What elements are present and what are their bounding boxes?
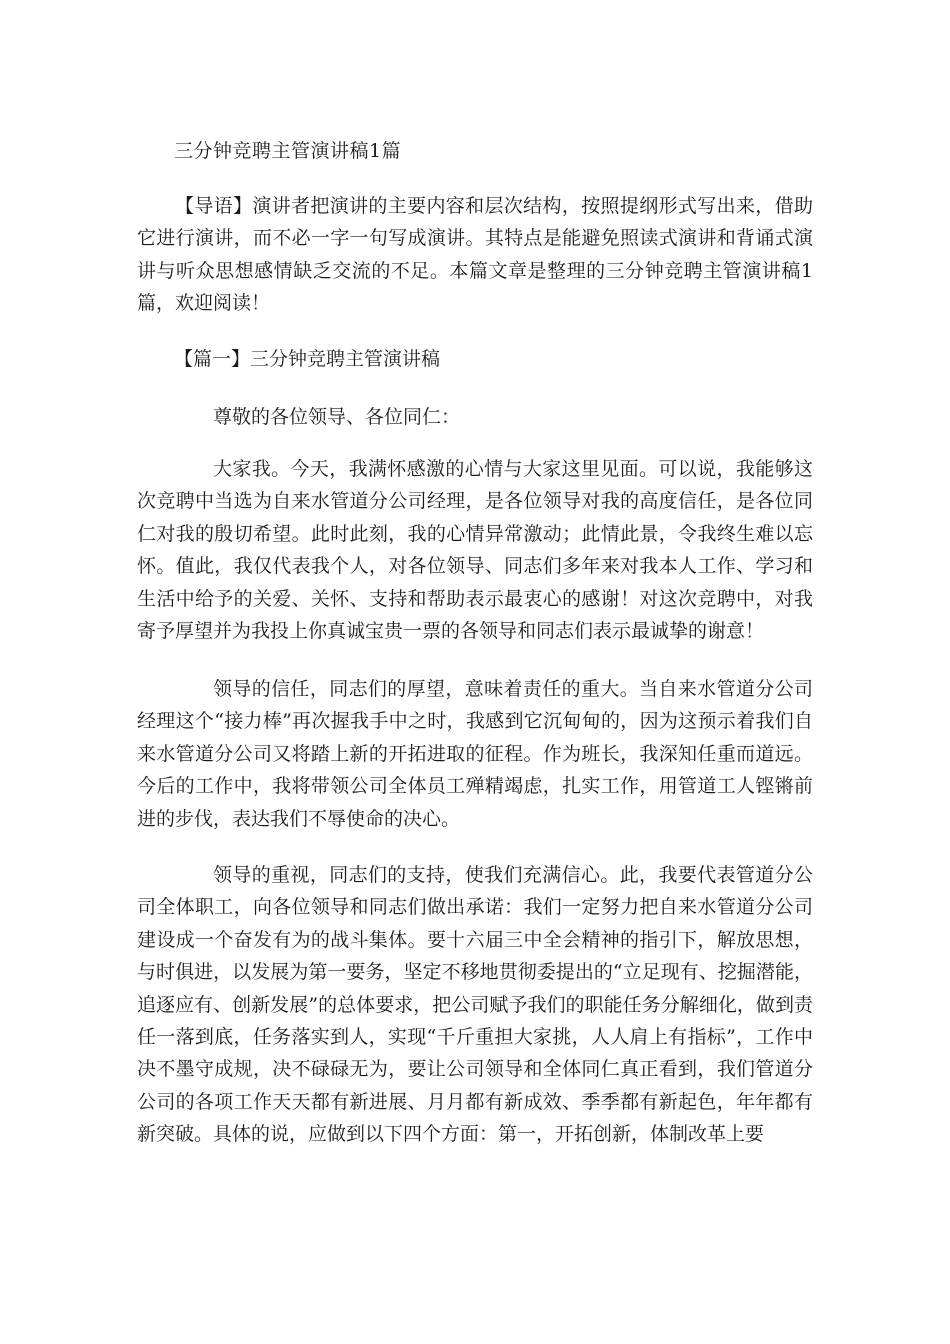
body-paragraph-3: 领导的重视，同志们的支持，使我们充满信心。此，我要代表管道分公司全体职工，向各位领导和同志们做出承诺：我们一定努力把自来水管道分公司建设成一个奋发有为的战斗集体。要十六届三中全会精神的指引下，解放思想，与时俱进，以发展为第一要务，坚定不移地贯彻委提出的“立足现有、挖掘潜能，追逐应有、创新发展”的总体要求，把公司赋予我们的职能任务分解细化，做到责任一落到底，任务落实到人，实现“千斤重担大家挑，人人肩上有指标”，工作中决不墨守成规，决不碌碌无为，要让公司领导和全体同仁真正看到，我们管道分公司的各项工作天天都有新进展、月月都有新成效、季季都有新起色，年年都有新突破。具体的说，应做到以下四个方面：第一，开拓创新，体制改革上要	[137, 864, 813, 1146]
salutation: 尊敬的各位领导、各位同仁：	[213, 406, 461, 428]
intro-paragraph: 【导语】演讲者把演讲的主要内容和层次结构，按照提纲形式写出来，借助它进行演讲，而不必一字一句写成演讲。其特点是能避免照读式演讲和背诵式演讲与听众思想感情缺乏交流的不足。本篇文章是整理的三分钟竞聘主管演讲稿1篇，欢迎阅读！	[137, 195, 813, 315]
document-title: 三分钟竞聘主管演讲稿1篇	[174, 140, 402, 162]
section-heading: 【篇一】三分钟竞聘主管演讲稿	[174, 348, 441, 370]
body-paragraph-1: 大家我。今天，我满怀感激的心情与大家这里见面。可以说，我能够这次竞聘中当选为自来水管道分公司经理，是各位领导对我的高度信任，是各位同仁对我的殷切希望。此时此刻，我的心情异常激动；此情此景，令我终生难以忘怀。值此，我仅代表我个人，对各位领导、同志们多年来对我本人工作、学习和生活中给予的关爱、关怀、支持和帮助表示最衷心的感谢！对这次竞聘中，对我寄予厚望并为我投上你真诚宝贵一票的各领导和同志们表示最诚挚的谢意！	[137, 458, 813, 643]
body-paragraph-2: 领导的信任，同志们的厚望，意味着责任的重大。当自来水管道分公司经理这个“接力棒”再次握我手中之时，我感到它沉甸甸的，因为这预示着我们自来水管道分公司又将踏上新的开拓进取的征程。作为班长，我深知任重而道远。今后的工作中，我将带领公司全体员工殚精竭虑，扎实工作，用管道工人铿锵前进的步伐，表达我们不辱使命的决心。	[137, 678, 813, 830]
